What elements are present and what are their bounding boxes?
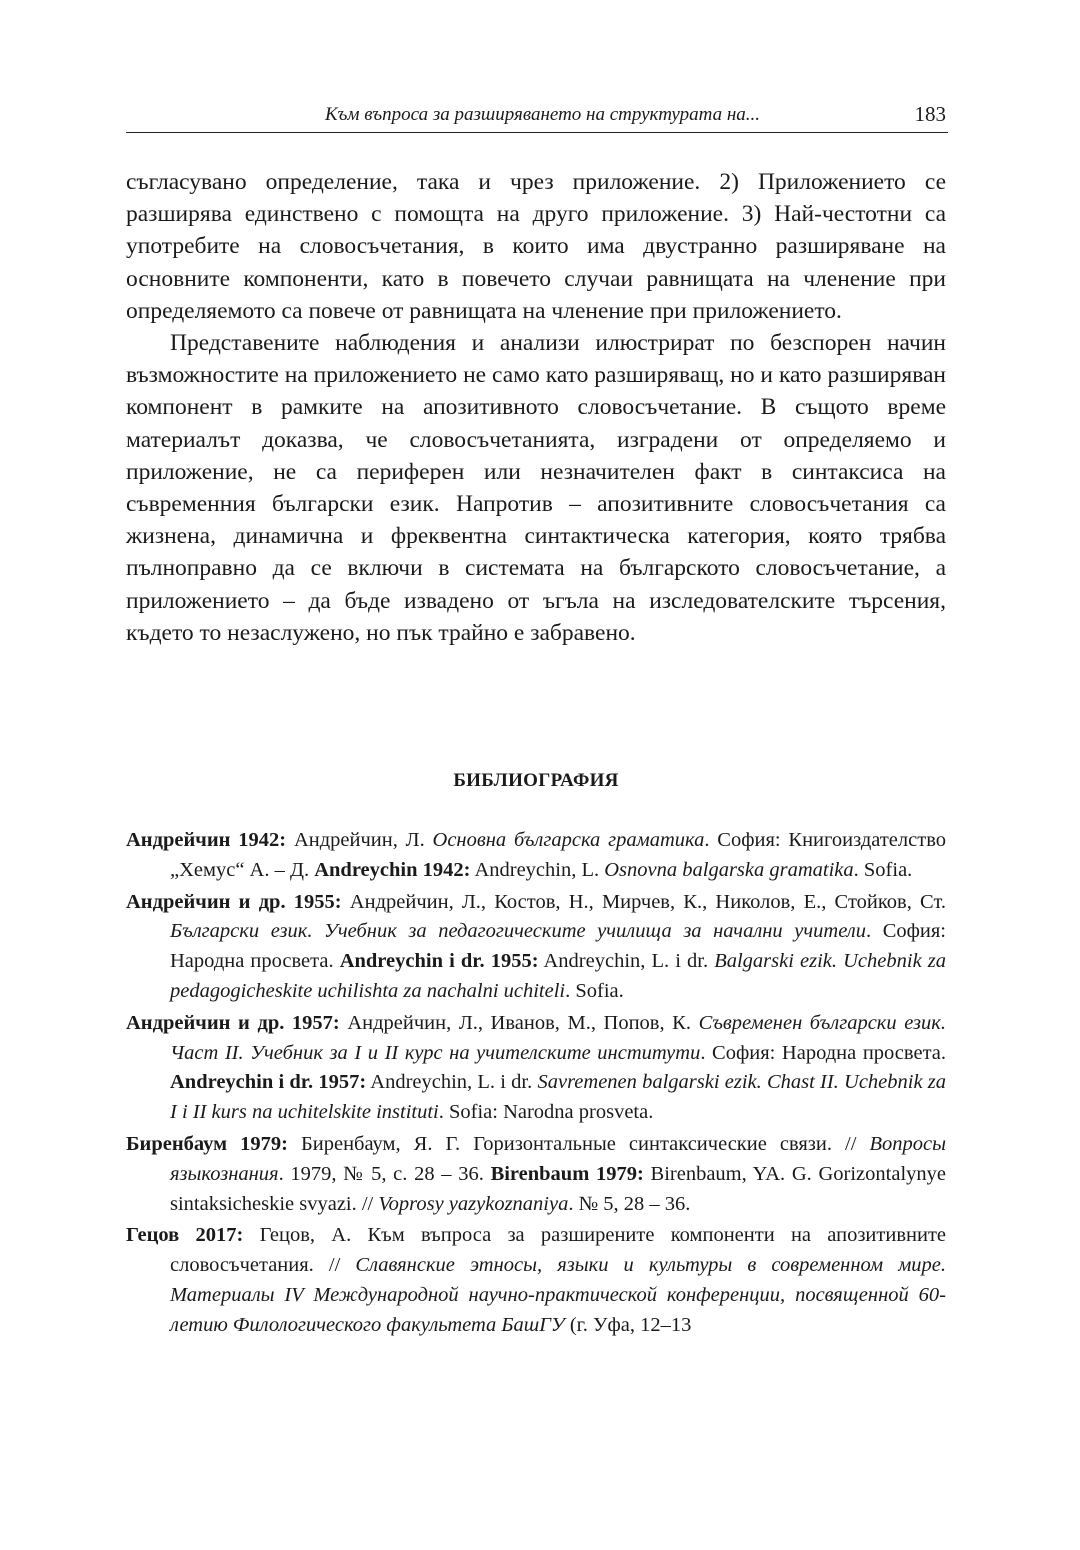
running-header (126, 98, 948, 133)
entry-title: Основна българска граматика (432, 829, 705, 851)
entry-text: Андрейчин, Л. (286, 829, 433, 851)
bibliography-entry (126, 1009, 946, 1128)
running-title: Към въпроса за разширяването на структурата на... (324, 104, 760, 125)
entry-text: Гецов, А. Към въпроса за разширените компоненти на апозитивните словосъчетания. // (170, 1224, 947, 1277)
paragraph-2: Представените наблюдения и анализи илюстрират по безспорен начин възможностите на приложението не само като разширяващ, но и като разширяван компонент в рамките на апозитивното словосъчетание. В същото време материалът доказва, че словосъчетанията, изградени от определяемо и приложение, не са периферен или незначителен факт в синтаксиса на съвременния български език. Напротив – апозитивните словосъчетания са жизнена, динамична и фреквентна синтактическа категория, която трябва пълноправно да се включи в системата на българското словосъчетание, а приложението – да бъде извадено от ъгъла на изследователските търсения, където то незаслужено, но пък трайно е забравено. (126, 330, 946, 646)
entry-lead: Гецов 2017: (126, 1224, 244, 1247)
entry-text: Андрейчин, Л., Иванов, М., Попов, К. (339, 1011, 699, 1034)
entry-text: . 1979, № 5, с. 28 – 36. (278, 1162, 491, 1185)
entry-translit-lead: Andreychin i dr. 1957: (170, 1071, 367, 1094)
entry-text: Биренбаум, Я. Г. Горизонтальные синтаксические связи. // (287, 1132, 870, 1155)
entry-lead: Биренбаум 1979: (126, 1132, 288, 1155)
entry-lead: Андрейчин и др. 1955: (126, 890, 342, 913)
entry-translit-lead: Birenbaum 1979: (490, 1162, 644, 1185)
entry-text: . Sofia: Narodna prosveta. (438, 1101, 654, 1124)
entry-title: Съвременен български език. Част II. Учебник за I и II курс на учителските институти (170, 1011, 946, 1064)
entry-title: Вопросы языкознания (170, 1132, 946, 1185)
entry-text: . Sofia. (853, 858, 913, 881)
entry-text: . София: Книгоиздателство „Хемус“ А. – Д. (170, 829, 946, 881)
body-text (126, 166, 946, 649)
entry-translit-title: Balgarski ezik. Uchebnik za pedagogicheskite uchilishta za nachalni uchiteli (170, 950, 947, 1002)
entry-text: Андрейчин, Л., Костов, Н., Мирчев, К., Николов, Е., Стойков, Ст. (341, 890, 946, 913)
entry-lead: Андрейчин 1942: (126, 829, 287, 851)
entry-translit-title: Savremenen balgarski ezik. Chast II. Uchebnik za I i II kurs na uchitelskite instituti (170, 1071, 947, 1124)
bibliography-entry (126, 888, 946, 1007)
entry-text: . София: Народна просвета. (170, 920, 946, 973)
bibliography-entry (126, 1130, 946, 1219)
entry-text: . София: Народна просвета. (700, 1041, 946, 1064)
entry-text: Andreychin, L. i dr. (538, 950, 715, 973)
entry-translit-lead: Andreychin 1942: (314, 858, 471, 881)
entry-translit-lead: Andreychin i dr. 1955: (339, 950, 539, 973)
page-number: 183 (914, 102, 946, 126)
entry-text: Andreychin, L. i dr. (366, 1071, 538, 1094)
entry-title: Български език. Учебник за педагогическите училища за начални учители (170, 920, 866, 943)
entry-lead: Андрейчин и др. 1957: (126, 1011, 340, 1034)
bibliography-list (126, 826, 946, 1343)
entry-translit-title: Osnovna balgarska gramatika (604, 858, 854, 881)
paragraph-1: съгласувано определение, така и чрез приложение. 2) Приложението се разширява единствено с помощта на друго приложение. 3) Най-честотни са употребите на словосъчетания, в които има двустранно разширяване на основните компоненти, като в повечето случаи равнищата на членение при определяемото са повече от равнищата на членение при приложението. (126, 169, 946, 324)
entry-text: Andreychin, L. (470, 858, 605, 881)
entry-text: Birenbaum, YA. G. Gorizontalynye sintaksicheskie svyazi. // (170, 1162, 946, 1215)
entry-text: . № 5, 28 – 36. (568, 1192, 691, 1215)
entry-text: (г. Уфа, 12–13 (564, 1313, 692, 1336)
bibliography-entry (126, 826, 946, 886)
entry-translit-title: Voprosy yazykoznaniya (378, 1192, 569, 1215)
bibliography-entry (126, 1221, 946, 1340)
bibliography-heading: БИБЛИОГРАФИЯ (453, 770, 619, 791)
entry-title: Славянские этносы, языки и культуры в современном мире. Материалы IV Международной научно-практической конференции, посвященной 60-летию Филологического факультета БашГУ (170, 1254, 946, 1336)
entry-text: . Sofia. (565, 979, 624, 1002)
